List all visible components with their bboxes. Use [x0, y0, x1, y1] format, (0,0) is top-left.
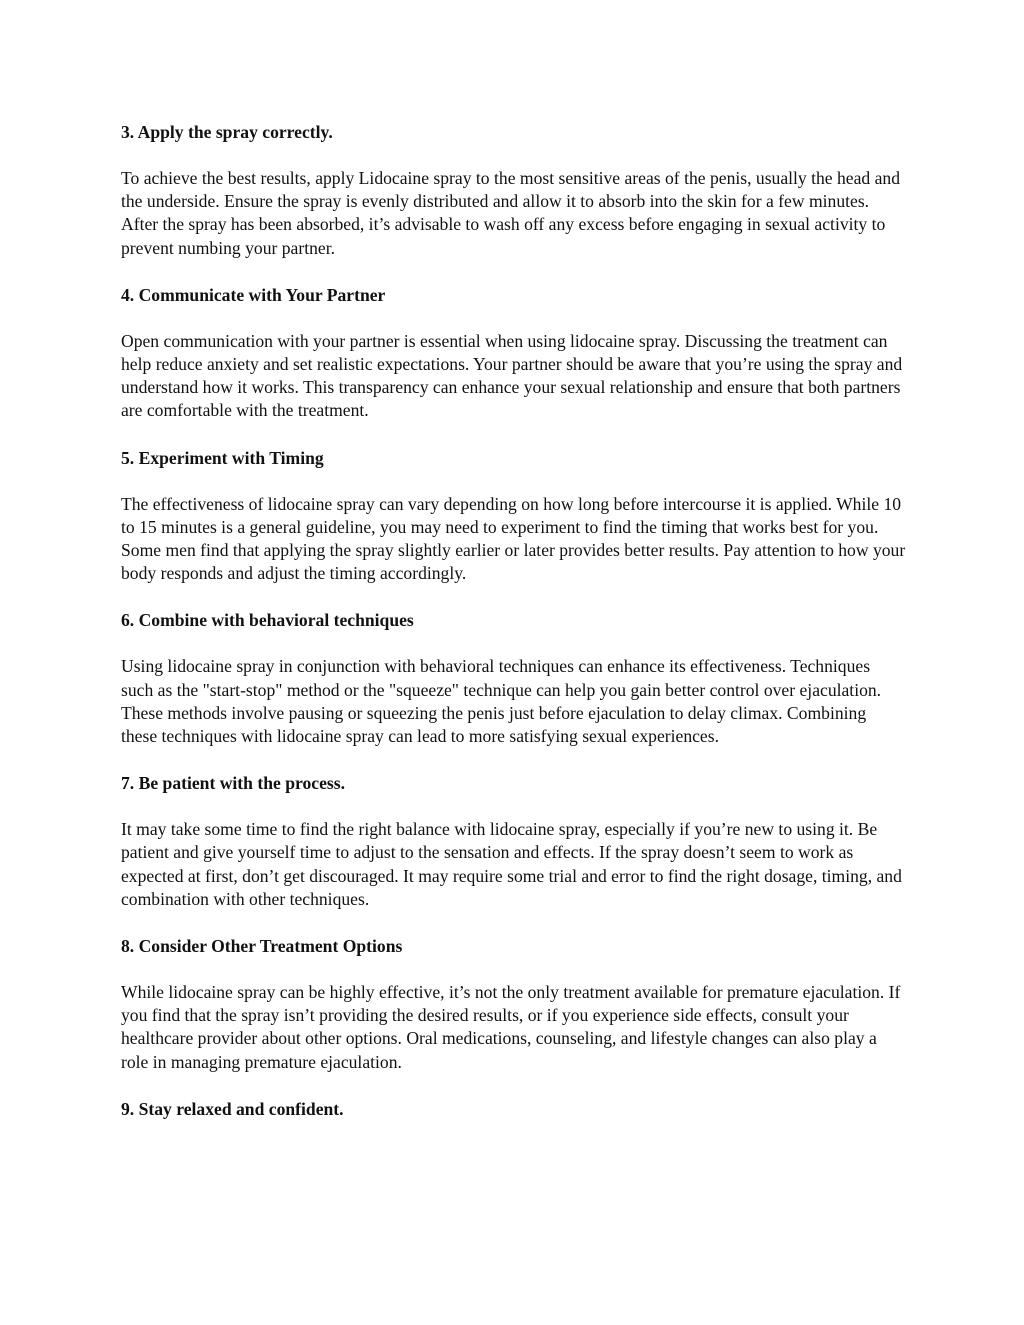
section-heading: 8. Consider Other Treatment Options — [121, 936, 403, 957]
section-heading: 4. Communicate with Your Partner — [121, 284, 386, 305]
section-paragraph: Open communication with your partner is essential when using lidocaine spray. Discussing the treatment can help reduce anxiety and set realistic expectations. Your partner should be aware that you’re using the spray and understand how it works. This transparency can enhance your sexual relationship and ensure that both partners are comfortable with the treatment. — [121, 330, 903, 421]
section-heading: 7. Be patient with the process. — [121, 773, 345, 794]
section-heading: 5. Experiment with Timing — [121, 447, 324, 468]
section-heading: 3. Apply the spray correctly. — [121, 122, 333, 142]
section-communicate — [121, 284, 906, 423]
section-heading: 9. Stay relaxed and confident. — [121, 1098, 344, 1119]
section-paragraph: The effectiveness of lidocaine spray can vary depending on how long before intercourse it is applied. While 10 to 15 minutes is a general guideline, you may need to experiment to find the timing that works best for you. Some men find that applying the spray slightly earlier or later provides better results. Pay attention to how your body responds and adjust the timing accordingly. — [121, 493, 906, 584]
section-paragraph: Using lidocaine spray in conjunction with behavioral techniques can enhance its effectiveness. Techniques such as the "start-stop" method or the "squeeze" technique can help you gain better control over ejaculation. These methods involve pausing or squeezing the penis just before ejaculation to delay climax. Combining these techniques with lidocaine spray can lead to more satisfying sexual experiences. — [121, 656, 882, 747]
section-other-options — [121, 935, 906, 1074]
section-patient — [121, 772, 906, 911]
section-apply-spray — [121, 121, 906, 260]
section-heading: 6. Combine with behavioral techniques — [121, 610, 414, 631]
section-timing — [121, 447, 906, 586]
section-paragraph: It may take some time to find the right balance with lidocaine spray, especially if you’re new to using it. Be patient and give yourself time to adjust to the sensation and effects. If the spray doesn’t seem to work as expected at first, don’t get discouraged. It may require some trial and error to find the right dosage, timing, and combination with other techniques. — [121, 819, 902, 909]
document-page — [121, 121, 906, 1121]
section-relaxed — [121, 1098, 906, 1121]
section-behavioral — [121, 609, 906, 748]
section-paragraph: While lidocaine spray can be highly effective, it’s not the only treatment available for premature ejaculation. If you find that the spray isn’t providing the desired results, or if you experience side effects, consult your healthcare provider about other options. Oral medications, counseling, and lifestyle changes can also play a role in managing premature ejaculation. — [121, 982, 901, 1072]
section-paragraph: To achieve the best results, apply Lidocaine spray to the most sensitive areas of the penis, usually the head and the underside. Ensure the spray is evenly distributed and allow it to absorb into the skin for a few minutes. After the spray has been absorbed, it’s advisable to wash off any excess before engaging in sexual activity to prevent numbing your partner. — [121, 168, 901, 258]
